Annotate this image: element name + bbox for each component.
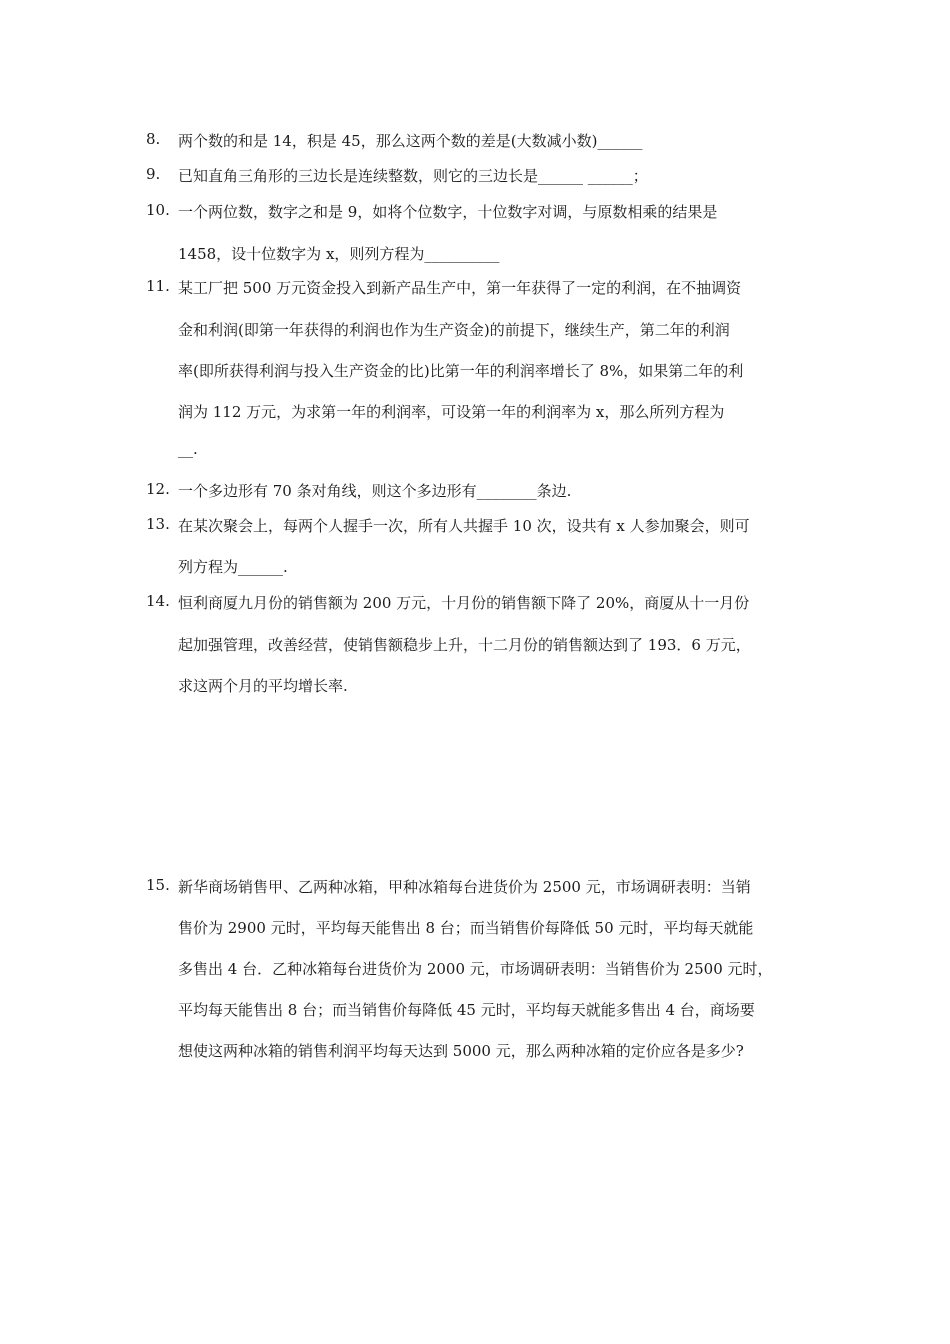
question-text: 金和利润(即第一年获得的利润也作为生产资金)的前提下，继续生产，第二年的利润 [178, 321, 730, 339]
question-number: 15. [146, 876, 170, 894]
question-number: 10. [146, 201, 170, 219]
question-text: 想使这两种冰箱的销售利润平均每天达到 5000 元，那么两种冰箱的定价应各是多少? [178, 1042, 744, 1060]
question-text: 售价为 2900 元时，平均每天能售出 8 台；而当销售价每降低 50 元时，平均每天就能 [178, 919, 754, 937]
question-text: 平均每天能售出 8 台；而当销售价每降低 45 元时，平均每天就能多售出 4 台，商场要 [178, 1001, 755, 1019]
question-text: 两个数的和是 14，积是 45，那么这两个数的差是(大数减小数)______ [178, 132, 643, 150]
question-number: 8. [146, 130, 161, 148]
question-text: 多售出 4 台．乙种冰箱每台进货价为 2000 元，市场调研表明：当销售价为 2500 元时， [178, 960, 773, 978]
question-text: 在某次聚会上，每两个人握手一次，所有人共握手 10 次，设共有 x 人参加聚会，则可 [178, 517, 750, 535]
question-number: 11. [146, 277, 170, 295]
question-text: 1458，设十位数字为 x，则列方程为__________ [178, 245, 500, 263]
question-number: 12. [146, 480, 170, 498]
question-text: __. [178, 440, 198, 458]
question-text: 一个多边形有 70 条对角线，则这个多边形有________条边. [178, 482, 572, 500]
question-number: 14. [146, 592, 170, 610]
question-text: 列方程为______. [178, 558, 288, 576]
question-text: 一个两位数，数字之和是 9，如将个位数字，十位数字对调，与原数相乘的结果是 [178, 203, 718, 221]
question-text: 率(即所获得利润与投入生产资金的比)比第一年的利润率增长了 8%，如果第二年的利 [178, 362, 744, 380]
question-number: 13. [146, 515, 170, 533]
question-text: 求这两个月的平均增长率. [178, 677, 348, 695]
question-text: 润为 112 万元，为求第一年的利润率，可设第一年的利润率为 x，那么所列方程为 [178, 403, 725, 421]
question-text: 新华商场销售甲、乙两种冰箱，甲种冰箱每台进货价为 2500 元，市场调研表明：当销 [178, 878, 751, 896]
question-text: 已知直角三角形的三边长是连续整数，则它的三边长是______ ______； [178, 167, 648, 185]
question-text: 起加强管理，改善经营，使销售额稳步上升，十二月份的销售额达到了 193．6 万元， [178, 636, 751, 654]
question-number: 9. [146, 165, 161, 183]
question-text: 某工厂把 500 万元资金投入到新产品生产中，第一年获得了一定的利润，在不抽调资 [178, 279, 742, 297]
question-text: 恒利商厦九月份的销售额为 200 万元，十月份的销售额下降了 20%，商厦从十一月份 [178, 594, 750, 612]
